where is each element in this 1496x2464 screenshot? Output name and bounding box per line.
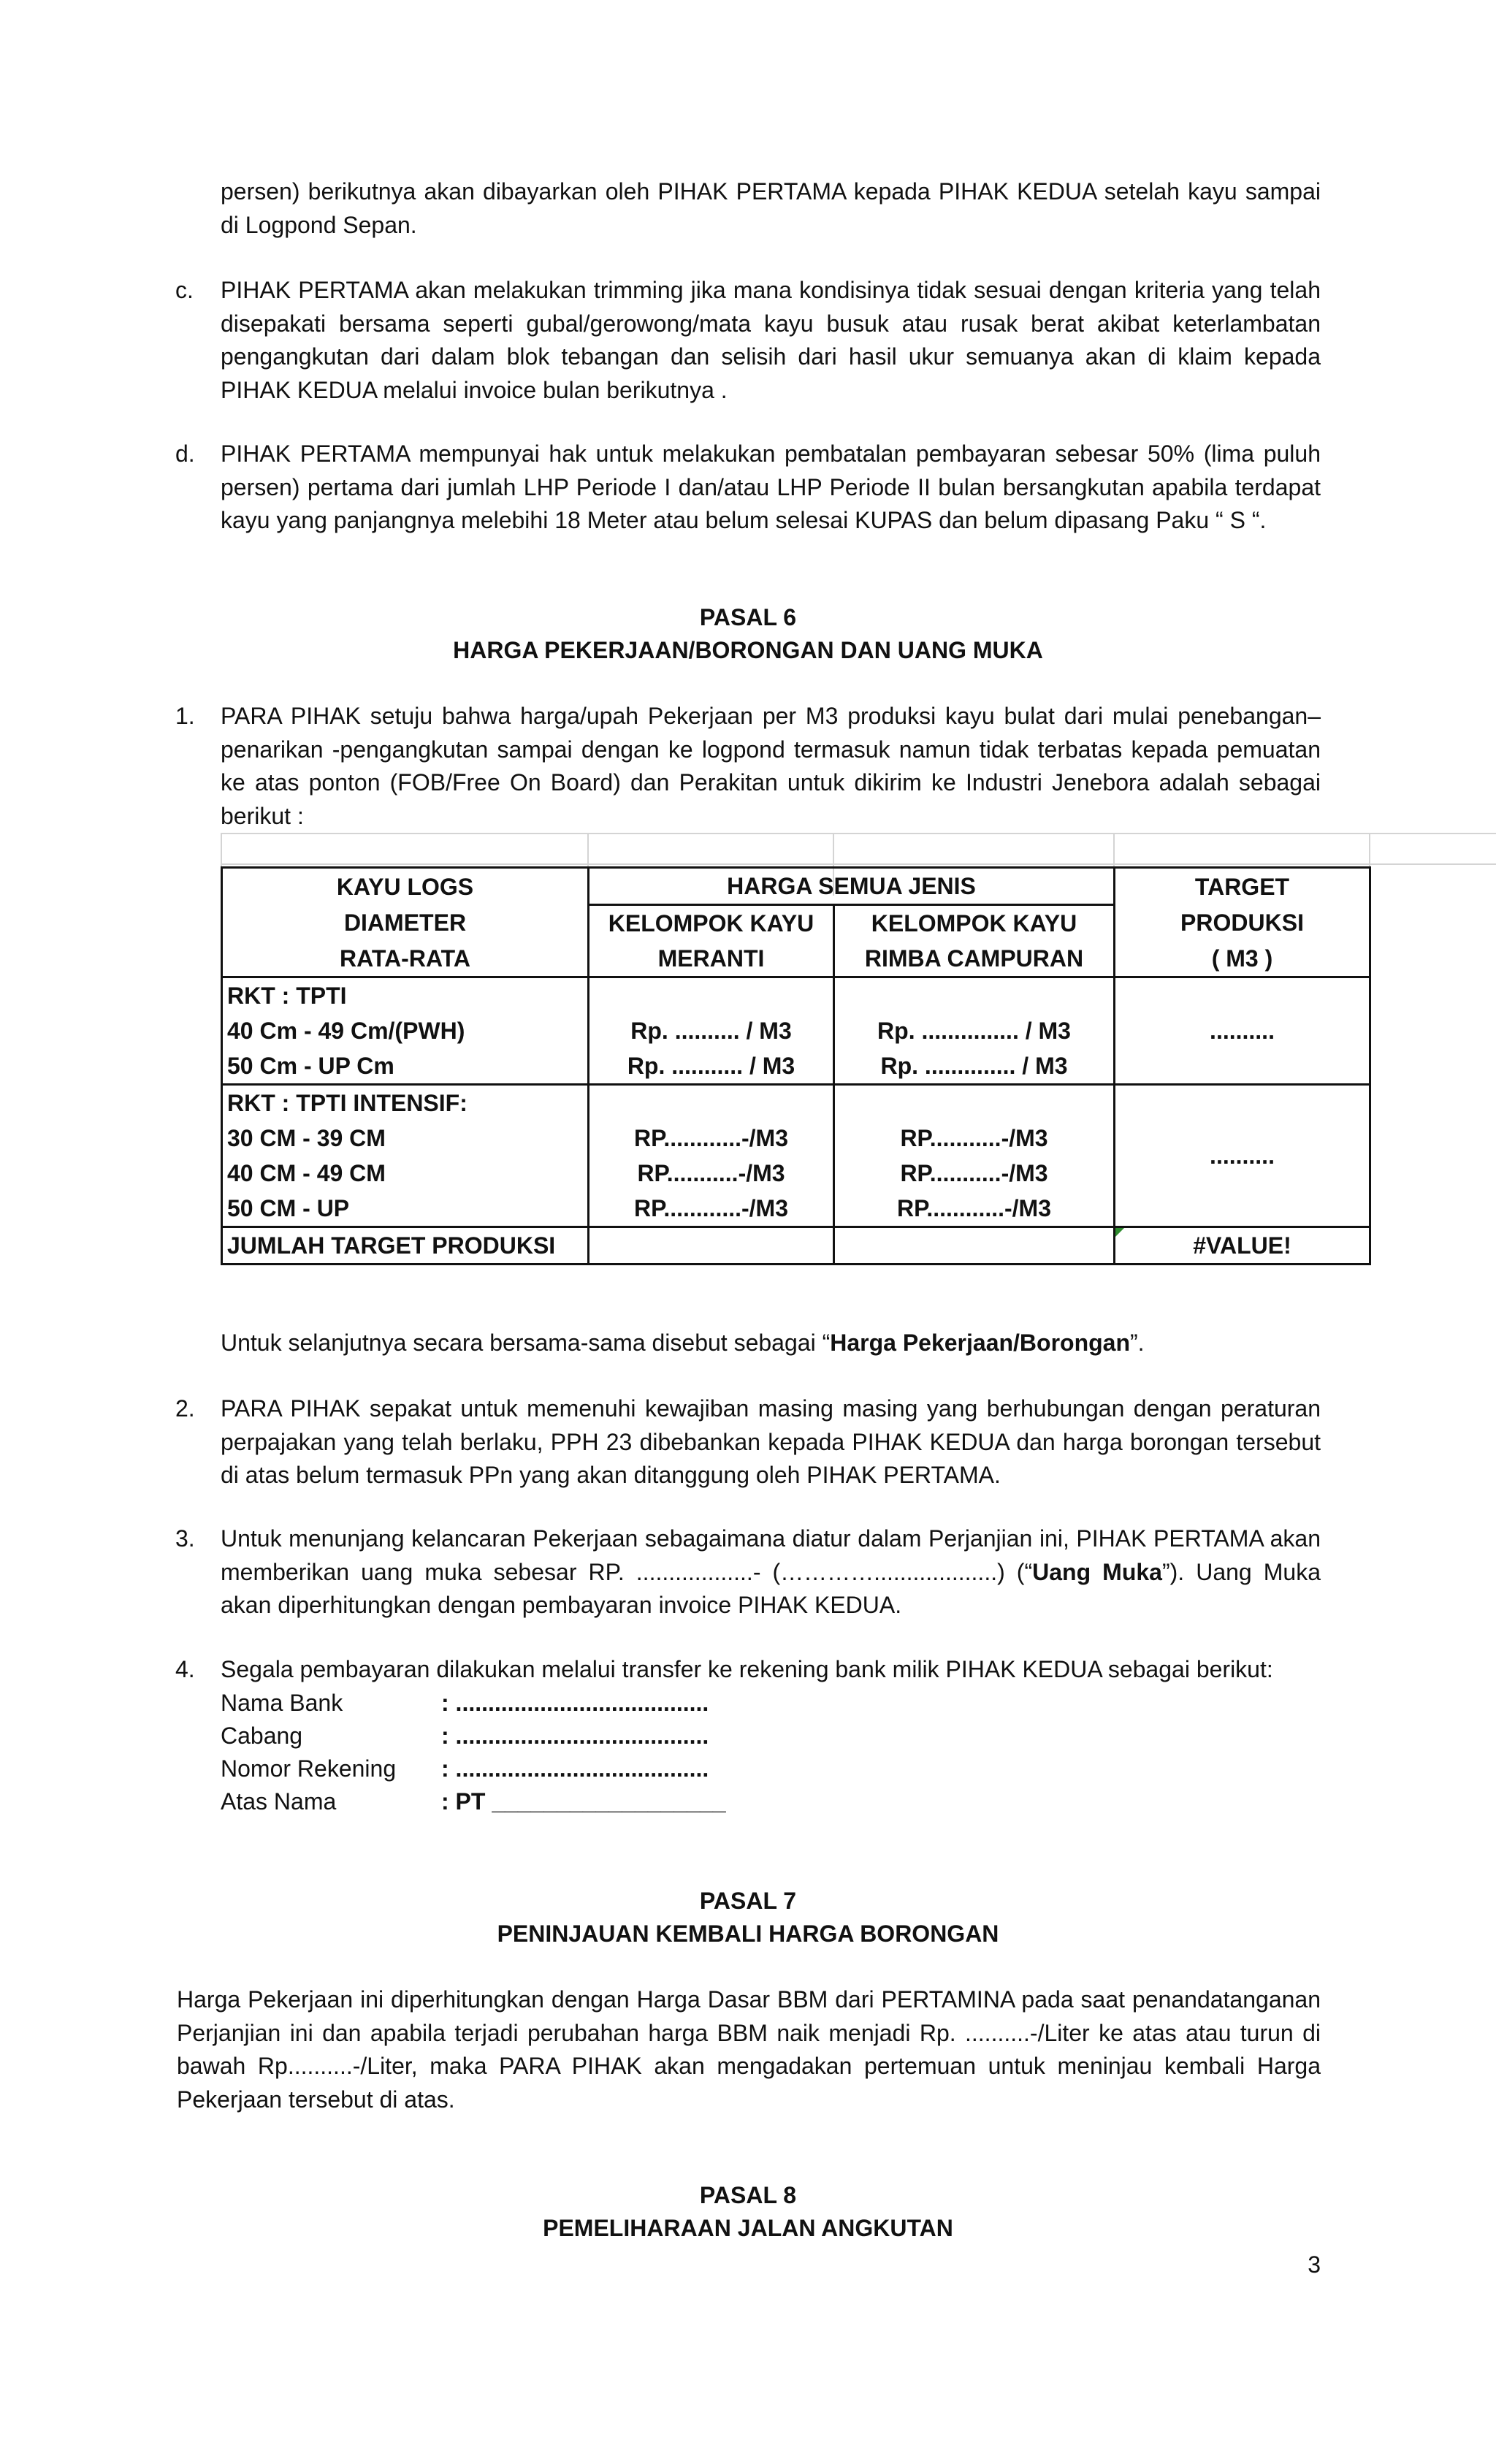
- diameter-value: 50 Cm - UP Cm: [227, 1053, 394, 1079]
- list-marker: c.: [175, 277, 194, 303]
- price-table: [221, 866, 1371, 1265]
- header-cell: RATA-RATA: [222, 941, 589, 977]
- price-value: RP...........-/M3: [900, 1160, 1048, 1186]
- table-cell: [834, 977, 1115, 1085]
- total-value-text: #VALUE!: [1193, 1232, 1291, 1259]
- price-value: RP...........-/M3: [900, 1125, 1048, 1151]
- table-header-row: [222, 905, 1370, 942]
- bank-row: [221, 1720, 709, 1753]
- list-item-2: [175, 1392, 1321, 1492]
- caption-prefix: Untuk selanjutnya secara bersama-sama disebut sebagai “: [221, 1330, 831, 1356]
- table-cell: [834, 1085, 1115, 1227]
- table-cell: [589, 977, 834, 1085]
- table-cell: [222, 1085, 589, 1227]
- header-cell: MERANTI: [589, 941, 834, 977]
- bank-value: : .......................................: [441, 1690, 709, 1716]
- intro-paragraph: persen) berikutnya akan dibayarkan oleh PIHAK PERTAMA kepada PIHAK KEDUA setelah kayu sampai di Logpond Sepan.: [221, 178, 1321, 238]
- list-item-text: PARA PIHAK sepakat untuk memenuhi kewajiban masing masing yang berhubungan dengan peraturan perpajakan yang telah berlaku, PPH 23 dibebankan kepada PIHAK KEDUA dan harga borongan tersebut di atas belum termasuk PPn yang akan ditanggung oleh PIHAK PERTAMA.: [221, 1395, 1321, 1488]
- header-cell: RIMBA CAMPURAN: [834, 941, 1115, 977]
- table-cell: [834, 1227, 1115, 1265]
- header-cell: KELOMPOK KAYU: [589, 905, 834, 942]
- header-cell: HARGA SEMUA JENIS: [589, 868, 1115, 905]
- section-label: RKT : TPTI INTENSIF:: [227, 1090, 468, 1116]
- price-value: Rp. .......... / M3: [630, 1018, 792, 1044]
- total-value: [1115, 1227, 1370, 1265]
- price-value: Rp. ........... / M3: [627, 1053, 795, 1079]
- bank-value: : PT __________________: [441, 1788, 726, 1815]
- header-cell: PRODUKSI: [1115, 905, 1370, 942]
- table-cell: [589, 1085, 834, 1227]
- header-cell: DIAMETER: [222, 905, 589, 942]
- defined-term: Uang Muka: [1032, 1558, 1162, 1585]
- diameter-value: 40 Cm - 49 Cm/(PWH): [227, 1018, 465, 1044]
- header-cell: KELOMPOK KAYU: [834, 905, 1115, 942]
- list-item-text: ”). Uang Muka akan diperhitungkan dengan pembayaran invoice PIHAK KEDUA.: [221, 1558, 1321, 1618]
- list-item-text: Segala pembayaran dilakukan melalui transfer ke rekening bank milik PIHAK KEDUA sebagai berikut:: [221, 1656, 1273, 1682]
- pasal-8-title: PASAL 8: [699, 2182, 797, 2208]
- pasal-6-subtitle: HARGA PEKERJAAN/BORONGAN DAN UANG MUKA: [453, 637, 1043, 663]
- diameter-value: 50 CM - UP: [227, 1195, 350, 1221]
- caption-defined-term: Harga Pekerjaan/Borongan: [830, 1330, 1131, 1356]
- table-cell: [589, 1227, 834, 1265]
- list-item-text: PARA PIHAK setuju bahwa harga/upah Pekerjaan per M3 produksi kayu bulat dari mulai penebangan– penarikan -pengangkutan sampai dengan ke logpond termasuk namun tidak terbatas kepada pemuatan ke atas ponton (FOB/Free On Board) dan Perakitan untuk dikirim ke Industri Jenebora adalah sebagai berikut :: [221, 703, 1321, 829]
- price-value: RP...........-/M3: [637, 1160, 785, 1186]
- pasal-7-title: PASAL 7: [699, 1888, 797, 1914]
- pasal-6-title: PASAL 6: [699, 604, 797, 630]
- bank-value: : .......................................: [441, 1755, 709, 1782]
- pasal-7-paragraph: Harga Pekerjaan ini diperhitungkan dengan Harga Dasar BBM dari PERTAMINA pada saat penandatanganan Perjanjian ini dan apabila terjadi perubahan harga BBM naik menjadi Rp. ..........-/Liter ke atas atau turun di bawah Rp..........-/Liter, maka PARA PIHAK akan mengadakan pertemuan untuk meninjau kembali Harga Pekerjaan tersebut di atas.: [177, 1986, 1321, 2113]
- price-value: RP............-/M3: [633, 1125, 788, 1151]
- list-item-1: [175, 700, 1321, 833]
- list-item-text: PIHAK PERTAMA akan melakukan trimming jika mana kondisinya tidak sesuai dengan kriteria yang telah disepakati bersama seperti gubal/gerowong/mata kayu busuk atau rusak berat akibat keterlambatan pengangkutan dari dalam blok tebangan dan selisih dari hasil ukur semuanya akan di klaim kepada PIHAK KEDUA melalui invoice bulan berikutnya .: [221, 277, 1321, 403]
- list-marker: 3.: [175, 1525, 195, 1552]
- table-caption: [221, 1327, 1321, 1360]
- bank-label: Atas Nama: [221, 1788, 337, 1815]
- list-item-d: [175, 438, 1321, 538]
- pasal-8-subtitle: PEMELIHARAAN JALAN ANGKUTAN: [543, 2215, 953, 2241]
- list-marker: 1.: [175, 703, 195, 729]
- pasal-7-subtitle: PENINJAUAN KEMBALI HARGA BORONGAN: [497, 1921, 999, 1947]
- list-marker: d.: [175, 440, 195, 467]
- price-value: RP............-/M3: [633, 1195, 788, 1221]
- diameter-value: 30 CM - 39 CM: [227, 1125, 386, 1151]
- error-indicator-icon: [1115, 1228, 1124, 1237]
- bank-row: [221, 1752, 709, 1786]
- header-cell: ( M3 ): [1115, 941, 1370, 977]
- table-cell: [222, 977, 589, 1085]
- table-row: [222, 977, 1370, 1085]
- list-item-4: [175, 1653, 1321, 1687]
- diameter-value: 40 CM - 49 CM: [227, 1160, 386, 1186]
- header-cell: TARGET: [1115, 868, 1370, 905]
- price-value: Rp. ............... / M3: [877, 1018, 1071, 1044]
- list-item-c: [175, 274, 1321, 407]
- page-number: 3: [1308, 2251, 1321, 2278]
- table-header-row: [222, 868, 1370, 905]
- table-total-row: [222, 1227, 1370, 1265]
- list-item-text: PIHAK PERTAMA mempunyai hak untuk melakukan pembatalan pembayaran sebesar 50% (lima puluh persen) pertama dari jumlah LHP Periode I dan/atau LHP Periode II bulan bersangkutan apabila terdapat kayu yang panjangnya melebihi 18 Meter atau belum selesai KUPAS dan belum dipasang Paku “ S “.: [221, 440, 1321, 533]
- list-marker: 4.: [175, 1656, 195, 1682]
- bank-row: [221, 1687, 709, 1720]
- price-value: RP............-/M3: [896, 1195, 1051, 1221]
- target-cell: ..........: [1115, 1085, 1370, 1227]
- bank-label: Nomor Rekening: [221, 1755, 397, 1782]
- caption-suffix: ”.: [1130, 1330, 1145, 1356]
- list-marker: 2.: [175, 1395, 195, 1422]
- table-header-row: [222, 941, 1370, 977]
- bank-label: Cabang: [221, 1723, 303, 1749]
- section-label: RKT : TPTI: [227, 983, 347, 1009]
- price-value: Rp. .............. / M3: [880, 1053, 1068, 1079]
- list-item-3: [175, 1522, 1321, 1622]
- list-item-text: Untuk menunjang kelancaran Pekerjaan sebagaimana diatur dalam Perjanjian ini, PIHAK PERTAMA akan memberikan uang muka sebesar RP. ..................- (…………...................) (“: [221, 1525, 1321, 1585]
- bank-value: : .......................................: [441, 1723, 709, 1749]
- bank-row: [221, 1785, 726, 1819]
- header-cell: KAYU LOGS: [222, 868, 589, 905]
- table-row: [222, 1085, 1370, 1227]
- total-label: JUMLAH TARGET PRODUKSI: [222, 1227, 589, 1265]
- target-cell: ..........: [1115, 977, 1370, 1085]
- bank-label: Nama Bank: [221, 1690, 343, 1716]
